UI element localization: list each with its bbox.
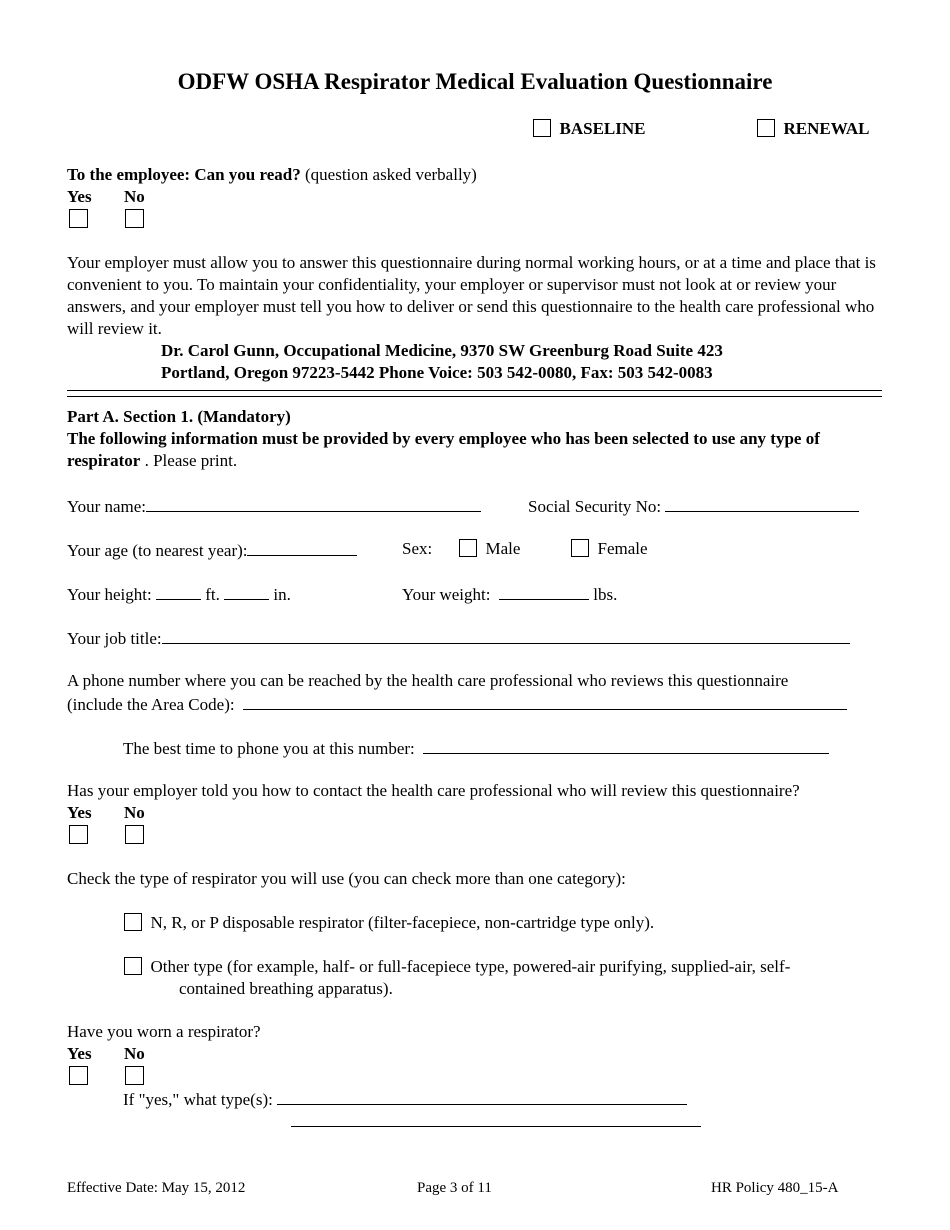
footer-page-number: Page 3 of 11: [417, 1180, 492, 1196]
part-a-instruction: [67, 428, 882, 472]
renewal-label: RENEWAL: [783, 119, 870, 138]
contact-line-1: Dr. Carol Gunn, Occupational Medicine, 9370 SW Greenburg Road Suite 423: [161, 341, 723, 360]
age-label: Your age (to nearest year):: [67, 541, 248, 560]
respirator-option-1: [124, 912, 654, 934]
inches-unit: in.: [273, 585, 291, 604]
contact-line-2: Portland, Oregon 97223-5442 Phone Voice: 503 542-0080, Fax: 503 542-0083: [161, 363, 713, 382]
height-label: Your height:: [67, 585, 152, 604]
read-question-note: (question asked verbally): [305, 165, 477, 184]
read-question-bold: To the employee: Can you read?: [67, 165, 301, 184]
male-label: Male: [485, 539, 521, 558]
female-label: Female: [597, 539, 648, 558]
renewal-checkbox[interactable]: [757, 119, 775, 137]
disposable-respirator-checkbox[interactable]: [124, 913, 142, 931]
job-title-label: Your job title:: [67, 629, 162, 648]
worn-type-field-2[interactable]: [291, 1109, 701, 1127]
contact-yes-checkbox[interactable]: [69, 825, 88, 844]
ssn-label: Social Security No:: [528, 497, 662, 516]
sex-label: Sex:: [402, 539, 433, 558]
disposable-respirator-label: N, R, or P disposable respirator (filter-facepiece, non-cartridge type only).: [150, 913, 655, 932]
part-a-instruction-plain: . Please print.: [140, 451, 238, 470]
name-row: [67, 494, 481, 518]
other-respirator-label-cont: contained breathing apparatus).: [179, 979, 393, 998]
worn-type-row: [123, 1087, 687, 1111]
separator-top: [67, 390, 882, 391]
read-yes-checkbox[interactable]: [69, 209, 88, 228]
phone-line-1: A phone number where you can be reached by the health care professional who reviews this questionnaire: [67, 671, 789, 690]
worn-yes-label: Yes: [67, 1044, 92, 1063]
part-a-heading: Part A. Section 1. (Mandatory): [67, 407, 291, 426]
other-respirator-label: Other type (for example, half- or full-facepiece type, powered-air purifying, supplied-air, self-: [150, 957, 791, 976]
other-respirator-checkbox[interactable]: [124, 957, 142, 975]
ssn-row: [528, 494, 859, 518]
male-option: [459, 538, 520, 560]
phone-label: (include the Area Code):: [67, 695, 235, 714]
footer-policy: HR Policy 480_15-A: [711, 1180, 839, 1196]
worn-type-row-2: [291, 1109, 701, 1133]
name-label: Your name:: [67, 497, 147, 516]
feet-unit: ft.: [205, 585, 220, 604]
contact-yes-label: Yes: [67, 803, 92, 822]
read-yes-label: Yes: [67, 187, 92, 206]
best-time-field[interactable]: [423, 736, 829, 754]
job-title-field[interactable]: [162, 626, 850, 644]
worn-no-label: No: [124, 1044, 145, 1063]
worn-type-field[interactable]: [277, 1087, 687, 1105]
contact-no-checkbox[interactable]: [125, 825, 144, 844]
height-feet-field[interactable]: [156, 582, 201, 600]
height-inches-field[interactable]: [224, 582, 269, 600]
job-title-row: [67, 626, 850, 650]
weight-row: [402, 582, 617, 606]
name-field[interactable]: [146, 494, 481, 512]
ssn-field[interactable]: [665, 494, 859, 512]
read-question: [67, 164, 477, 186]
weight-label: Your weight:: [402, 585, 491, 604]
phone-row: [67, 692, 847, 716]
weight-field[interactable]: [499, 582, 589, 600]
intro-paragraph: Your employer must allow you to answer this questionnaire during normal working hours, or at a time and place that is convenient to you. To maintain your confidentiality, your employer or supervisor must not look at or review your answers, and your employer must tell you how to deliver or send this questionnaire to the health care professional who will review it.: [67, 253, 876, 338]
renewal-option: [757, 118, 869, 140]
contact-no-label: No: [124, 803, 145, 822]
page-title: ODFW OSHA Respirator Medical Evaluation Questionnaire: [177, 69, 773, 94]
height-row: [67, 582, 291, 606]
phone-field[interactable]: [243, 692, 847, 710]
contact-question: Has your employer told you how to contact the health care professional who will review this questionnaire?: [67, 781, 800, 800]
read-no-checkbox[interactable]: [125, 209, 144, 228]
age-row: [67, 538, 357, 562]
separator-bottom: [67, 396, 882, 397]
respirator-option-2: [124, 956, 790, 978]
footer-effective-date: Effective Date: May 15, 2012: [67, 1180, 246, 1196]
read-no-label: No: [124, 187, 145, 206]
baseline-label: BASELINE: [559, 119, 646, 138]
best-time-label: The best time to phone you at this number:: [123, 739, 415, 758]
age-field[interactable]: [247, 538, 357, 556]
female-option: [571, 538, 648, 560]
female-checkbox[interactable]: [571, 539, 589, 557]
worn-type-label: If "yes," what type(s):: [123, 1090, 273, 1109]
respirator-type-question: Check the type of respirator you will use (you can check more than one category):: [67, 869, 626, 888]
male-checkbox[interactable]: [459, 539, 477, 557]
worn-question: Have you worn a respirator?: [67, 1022, 261, 1041]
part-a-instruction-bold: The following information must be provided by every employee who has been selected to use any type of respirator: [67, 429, 820, 470]
worn-yes-checkbox[interactable]: [69, 1066, 88, 1085]
weight-unit: lbs.: [593, 585, 618, 604]
baseline-checkbox[interactable]: [533, 119, 551, 137]
worn-no-checkbox[interactable]: [125, 1066, 144, 1085]
best-time-row: [123, 736, 829, 760]
baseline-option: [533, 118, 645, 140]
